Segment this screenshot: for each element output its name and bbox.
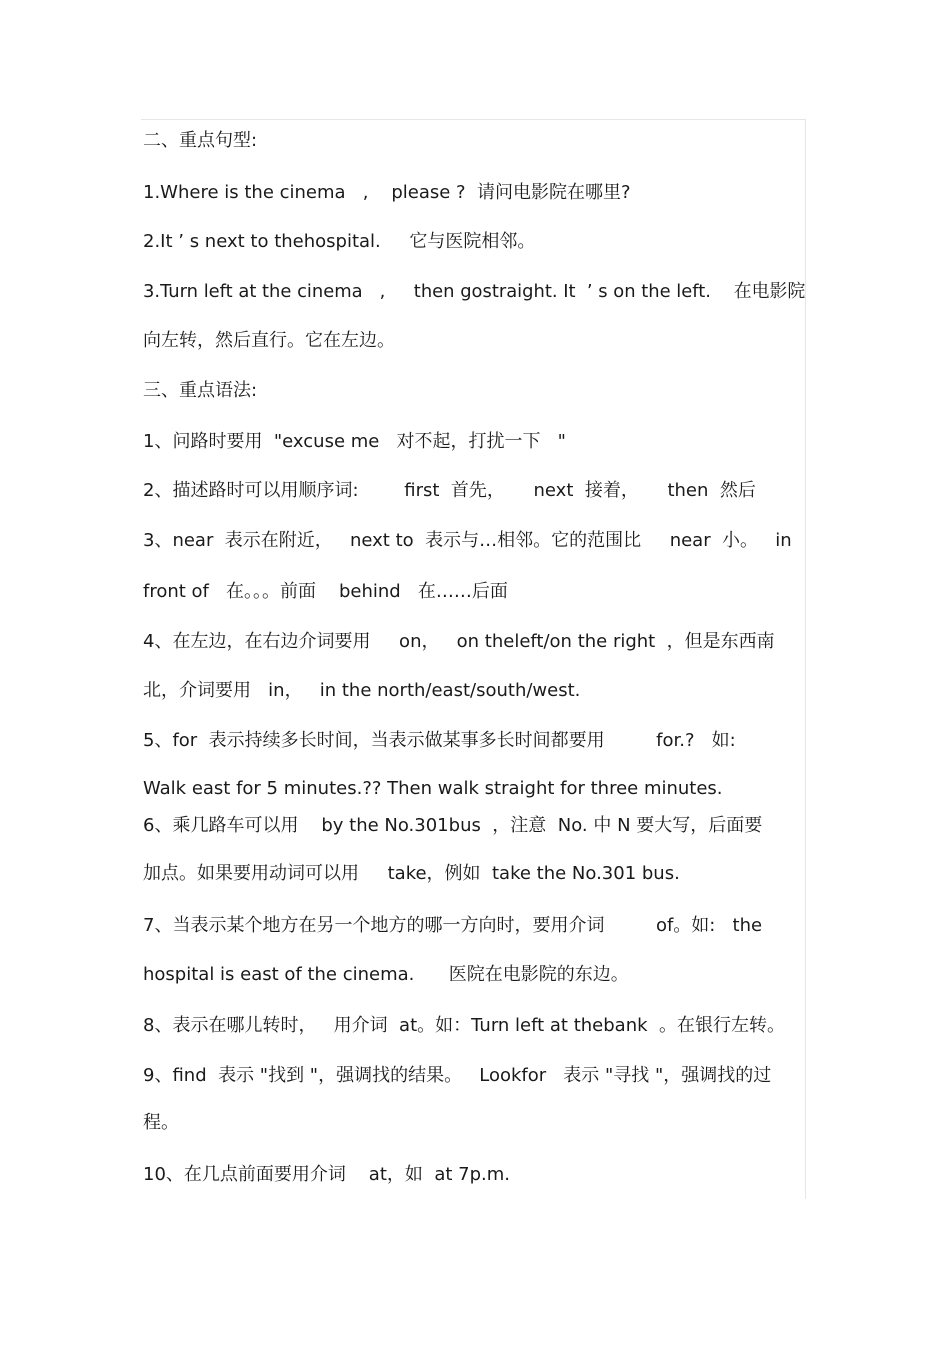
text-line: 6、乘几路车可以用 by the No.301bus ，注意 No. 中 N 要大写，后面要	[143, 815, 763, 836]
text-line: 9、find 表示 "找到 "，强调找的结果。 Lookfor 表示 "寻找 "，强调找的过	[143, 1065, 772, 1086]
text-line: 2.It ’ s next to thehospital. 它与医院相邻。	[143, 231, 536, 252]
text-line: 加点。如果要用动词可以用 take，例如 take the No.301 bus.	[143, 863, 680, 884]
text-line: hospital is east of the cinema. 医院在电影院的东边。	[143, 964, 629, 985]
text-line: Walk east for 5 minutes.?? Then walk straight for three minutes.	[143, 778, 723, 799]
section-heading-key-grammar: 三、重点语法:	[143, 380, 258, 401]
text-line: 北，介词要用 in， in the north/east/south/west.	[143, 680, 581, 701]
text-line: 8、表示在哪儿转时， 用介词 at。如：Turn left at thebank 。在银行左转。	[143, 1015, 785, 1036]
text-line: 5、for 表示持续多长时间，当表示做某事多长时间都要用 for.? 如:	[143, 730, 736, 751]
text-line: 7、当表示某个地方在另一个地方的哪一方向时，要用介词 of。如: the	[143, 915, 763, 936]
text-line: 10、在几点前面要用介词 at，如 at 7p.m.	[143, 1164, 510, 1185]
text-line: 1.Where is the cinema , please ? 请问电影院在哪里?	[143, 182, 631, 203]
text-line: 2、描述路时可以用顺序词: first 首先， next 接着， then 然后	[143, 480, 756, 501]
text-line: 程。	[143, 1112, 179, 1133]
text-line: 3.Turn left at the cinema , then gostraight. It ’ s on the left. 在电影院	[143, 281, 806, 302]
text-line: 1、问路时要用 "excuse me 对不起，打扰一下 "	[143, 431, 566, 452]
text-line: front of 在。。。前面 behind 在……后面	[143, 581, 508, 602]
text-line: 向左转，然后直行。它在左边。	[143, 330, 395, 351]
text-line: 4、在左边，在右边介词要用 on， on theleft/on the right ，但是东西南	[143, 631, 775, 652]
section-heading-key-sentences: 二、重点句型:	[143, 130, 258, 151]
text-line: 3、near 表示在附近， next to 表示与…相邻。它的范围比 near 小。 in	[143, 530, 792, 551]
